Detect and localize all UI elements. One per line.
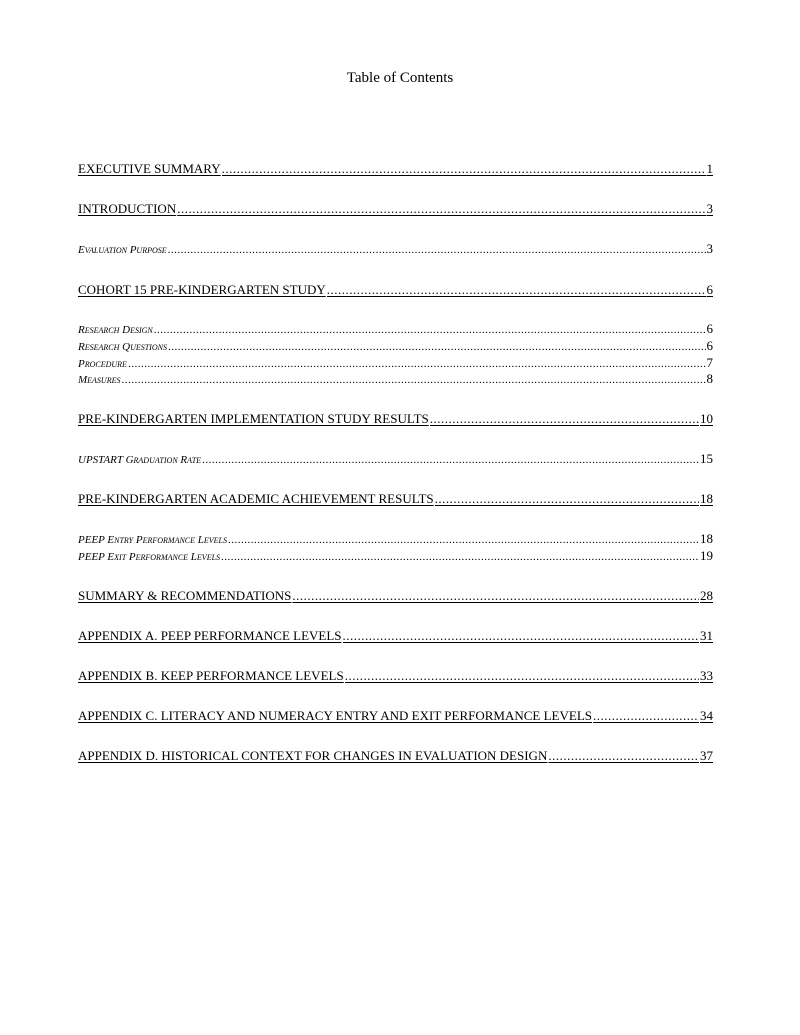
toc-entry-page-number: 33 [700, 668, 713, 683]
toc-entry-research-questions[interactable] [78, 338, 713, 355]
toc-entry-label: APPENDIX D. HISTORICAL CONTEXT FOR CHANGES IN EVALUATION DESIGN [78, 748, 548, 763]
toc-entry-appendix-d[interactable] [78, 748, 713, 764]
toc-entry-page-number: 8 [706, 371, 713, 386]
toc-entry-label: COHORT 15 PRE-KINDERGARTEN STUDY [78, 282, 326, 297]
toc-entry-procedure[interactable] [78, 355, 713, 372]
toc-entry-peep-entry-levels[interactable] [78, 531, 713, 548]
toc-entry-label: UPSTART Graduation Rate [78, 454, 202, 466]
toc-entry-label: APPENDIX A. PEEP PERFORMANCE LEVELS [78, 628, 342, 643]
toc-entry-page-number: 6 [706, 338, 713, 353]
dot-leader [292, 588, 699, 604]
dot-leader [122, 372, 706, 388]
toc-entry-academic-achievement-results[interactable] [78, 491, 713, 507]
toc-entry-page-number: 15 [700, 451, 713, 466]
dot-leader [177, 201, 705, 217]
dot-leader [128, 356, 706, 372]
toc-entry-label: Measures [78, 374, 121, 386]
toc-entry-page-number: 7 [706, 355, 713, 370]
toc-entry-page-number: 18 [700, 531, 713, 546]
toc-entry-label: PEEP Entry Performance Levels [78, 534, 228, 546]
dot-leader [221, 549, 699, 565]
page-title: Table of Contents [346, 70, 454, 86]
toc-entry-cohort-15-study[interactable] [78, 282, 713, 298]
toc-entry-page-number: 34 [700, 708, 713, 723]
toc-entry-label: Research Design [78, 324, 153, 336]
dot-leader [343, 628, 699, 644]
toc-entry-page-number: 6 [706, 321, 713, 336]
toc-entry-research-design[interactable] [78, 321, 713, 338]
toc-entry-label: PEEP Exit Performance Levels [78, 551, 221, 563]
toc-entry-page-number: 10 [700, 411, 713, 426]
dot-leader [168, 339, 706, 355]
toc-entry-page-number: 18 [700, 491, 713, 506]
toc-entry-label: Procedure [78, 358, 127, 370]
toc-entry-appendix-a[interactable] [78, 628, 713, 644]
toc-entry-label: PRE-KINDERGARTEN IMPLEMENTATION STUDY RESULTS [78, 411, 429, 426]
dot-leader [202, 452, 699, 468]
toc-entry-appendix-c[interactable] [78, 708, 713, 724]
dot-leader [228, 532, 699, 548]
dot-leader [168, 242, 706, 258]
dot-leader [593, 708, 699, 724]
toc-entry-label: APPENDIX B. KEEP PERFORMANCE LEVELS [78, 668, 344, 683]
toc-entry-measures[interactable] [78, 371, 713, 388]
toc-entry-upstart-graduation-rate[interactable] [78, 451, 713, 468]
dot-leader [548, 748, 699, 764]
toc-entry-page-number: 6 [706, 282, 713, 297]
toc-entry-executive-summary[interactable] [78, 161, 713, 177]
toc-entry-label: PRE-KINDERGARTEN ACADEMIC ACHIEVEMENT RESULTS [78, 491, 434, 506]
toc-entry-page-number: 37 [700, 748, 713, 763]
toc-entry-label: INTRODUCTION [78, 201, 177, 216]
dot-leader [222, 161, 706, 177]
dot-leader [435, 491, 699, 507]
toc-entry-page-number: 3 [706, 201, 713, 216]
toc-entry-page-number: 3 [706, 241, 713, 256]
toc-entry-page-number: 19 [700, 548, 713, 563]
dot-leader [430, 411, 699, 427]
toc-entry-evaluation-purpose[interactable] [78, 241, 713, 258]
toc-entry-page-number: 31 [700, 628, 713, 643]
dot-leader [345, 668, 699, 684]
toc-entry-label: APPENDIX C. LITERACY AND NUMERACY ENTRY AND EXIT PERFORMANCE LEVELS [78, 708, 593, 723]
toc-entry-page-number: 1 [706, 161, 713, 176]
toc-entry-page-number: 28 [700, 588, 713, 603]
toc-entry-appendix-b[interactable] [78, 668, 713, 684]
dot-leader [154, 322, 706, 338]
toc-entry-summary-recommendations[interactable] [78, 588, 713, 604]
toc-entry-introduction[interactable] [78, 201, 713, 217]
toc-entry-implementation-results[interactable] [78, 411, 713, 427]
toc-entry-label: EXECUTIVE SUMMARY [78, 161, 221, 176]
toc-entry-label: Evaluation Purpose [78, 244, 167, 256]
toc-entry-label: SUMMARY & RECOMMENDATIONS [78, 588, 292, 603]
dot-leader [327, 282, 706, 298]
toc-entry-peep-exit-levels[interactable] [78, 548, 713, 565]
toc-entry-label: Research Questions [78, 341, 167, 353]
